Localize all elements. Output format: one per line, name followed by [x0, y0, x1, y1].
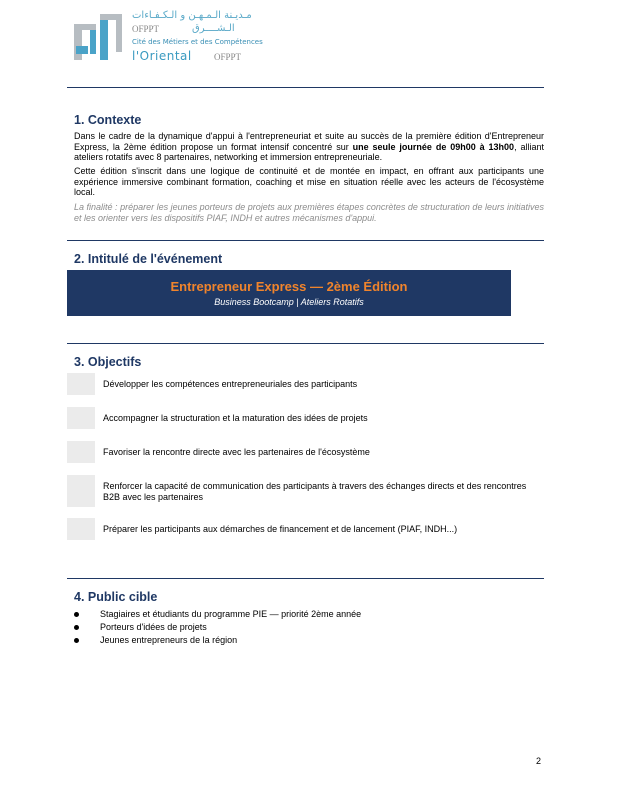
objective-box: [67, 373, 95, 395]
bullet-icon: [74, 625, 79, 630]
section-heading-title: 2. Intitulé de l'événement: [74, 252, 223, 266]
logo-region: l'Oriental: [132, 49, 192, 63]
objective-box: [67, 407, 95, 429]
audience-text: Stagiaires et étudiants du programme PIE — priorité 2ème année: [100, 609, 362, 619]
context-paragraph-1: [74, 131, 544, 163]
objective-text: Renforcer la capacité de communication des participants à travers des échanges directs et des rencontres B2B avec les partenaires: [103, 481, 527, 502]
logo: [72, 10, 263, 70]
logo-french-name: Cité des Métiers et des Compétences: [132, 38, 263, 46]
context-paragraph-2: Cette édition s'inscrit dans une logique de continuité et de montée en impact, en offrant aux participants une expérience immersive combinant formation, coaching et mise en situation réelle avec les acteurs de l'écosystème local.: [74, 166, 544, 197]
section-heading-objectives: 3. Objectifs: [74, 355, 142, 369]
objective-box: [67, 518, 95, 540]
bullet-icon: [74, 638, 79, 643]
objective-text: Développer les compétences entrepreneuriales des participants: [103, 379, 358, 389]
event-banner: [67, 270, 511, 316]
objective-box: [67, 475, 95, 507]
logo-ofppt-bottom: OFPPT: [214, 52, 242, 62]
bullet-icon: [74, 612, 79, 617]
divider: [67, 240, 544, 241]
objective-box: [67, 441, 95, 463]
event-name: Entrepreneur Express — 2ème Édition: [170, 279, 408, 294]
audience-text: Porteurs d'idées de projets: [100, 622, 207, 632]
objective-text: Accompagner la structuration et la maturation des idées de projets: [103, 413, 368, 423]
divider: [67, 578, 544, 579]
logo-mark-icon: [72, 10, 130, 68]
context-text-end: , alliant ateliers rotatifs avec 8 partenaires, networking et immersion entrepreneuriale.: [74, 141, 544, 162]
event-subtitle: Business Bootcamp | Ateliers Rotatifs: [214, 297, 364, 307]
section-heading-audience: 4. Public cible: [74, 590, 158, 604]
objective-text: Favoriser la rencontre directe avec les partenaires de l'écosystème: [103, 447, 370, 457]
context-bold-text: une seule journée de 09h00 à 13h00: [352, 141, 515, 152]
objective-text: Préparer les participants aux démarches de financement et de lancement (PIAF, INDH...): [103, 524, 458, 534]
section-heading-context: 1. Contexte: [74, 113, 142, 127]
divider: [67, 87, 544, 88]
audience-text: Jeunes entrepreneurs de la région: [100, 635, 238, 645]
logo-ofppt-top: OFPPT: [132, 24, 160, 34]
logo-arabic-region: الـشــــرق: [192, 23, 235, 34]
logo-arabic-name: مـديـنة الـمـهـن و الـكـفـاءات: [132, 10, 252, 21]
context-text: Dans le cadre de la dynamique d'appui à l'entrepreneuriat et suite au succès de la première édition d'Entrepreneur Express, la 2ème édition propose un format intensif concentré sur: [74, 131, 544, 152]
page-number: 2: [536, 756, 542, 766]
context-note: La finalité : préparer les jeunes porteurs de projets aux premières étapes concrètes de structuration de leurs initiatives et les orienter vers les dispositifs PIAF, INDH et autres mécanismes d'appui.: [74, 202, 544, 223]
divider: [67, 343, 544, 344]
